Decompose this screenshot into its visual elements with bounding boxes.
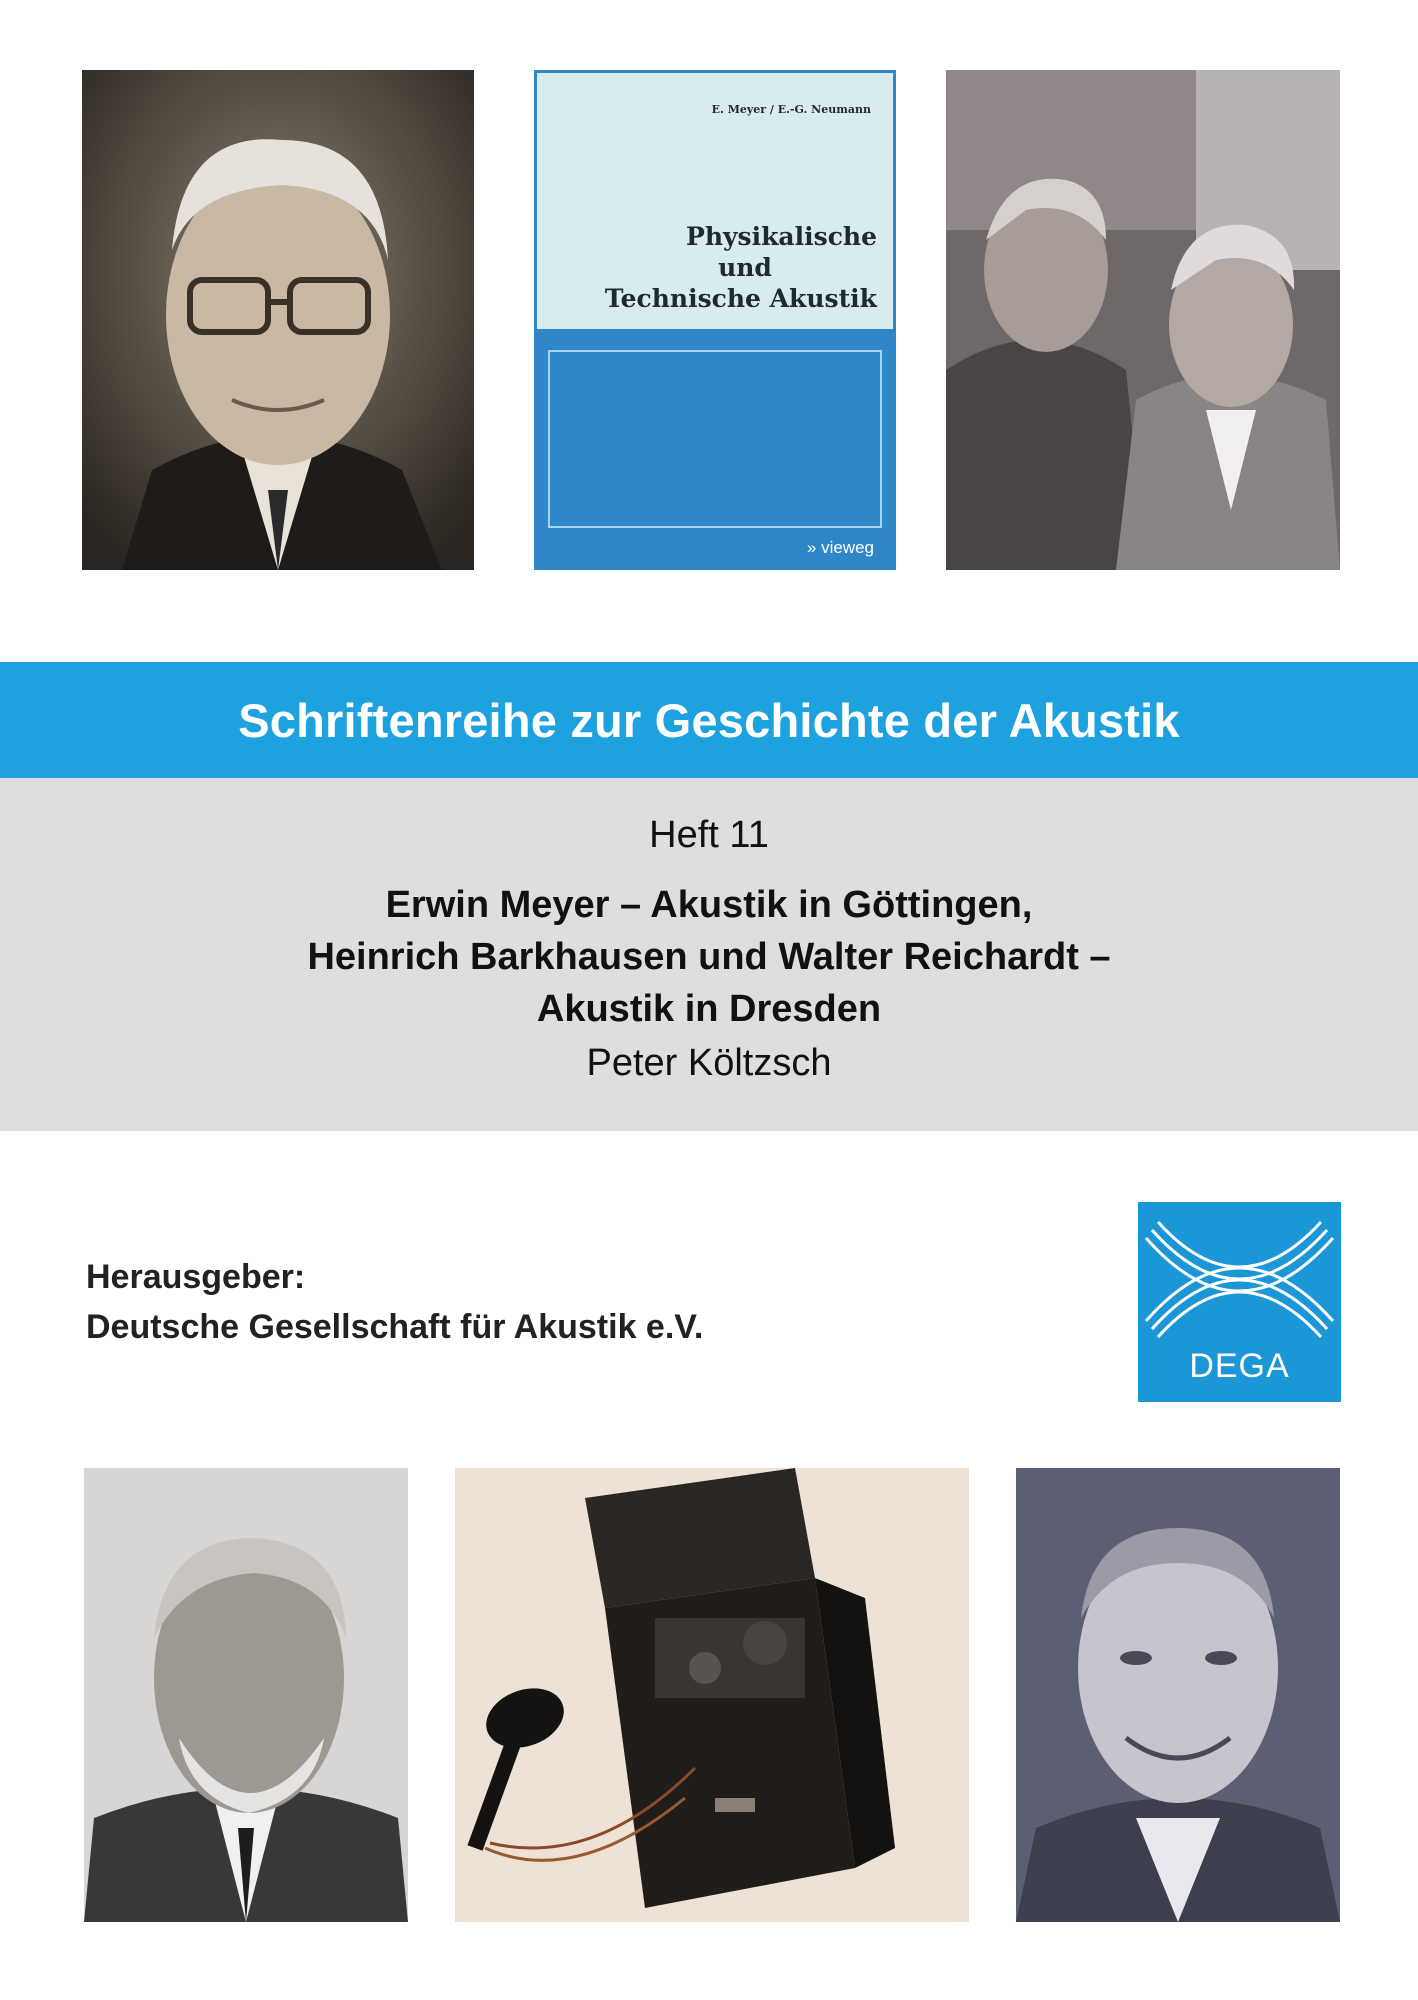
series-title: Schriftenreihe zur Geschichte der Akustik: [238, 693, 1180, 747]
portrait-photo-heinrich-barkhausen: [84, 1468, 408, 1922]
dega-waves-icon: [1138, 1202, 1341, 1352]
dega-logo: [1138, 1202, 1341, 1402]
book-title: Physikalische und Technische Akustik: [604, 222, 877, 313]
book-publisher: » vieweg: [806, 538, 874, 557]
portrait-photo-erwin-meyer: [82, 70, 474, 570]
info-banner: [0, 778, 1418, 1131]
title-line: Heinrich Barkhausen und Walter Reichardt –: [307, 936, 1111, 978]
photo-two-men-seated: [946, 70, 1340, 570]
book-authors: E. Meyer / E.-G. Neumann: [711, 103, 871, 116]
portrait-photo-walter-reichardt: [1016, 1468, 1340, 1922]
dega-logo-text: DEGA: [1189, 1347, 1290, 1385]
photo-hearing-device-box: [455, 1468, 969, 1922]
title-line: Erwin Meyer – Akustik in Göttingen,: [385, 884, 1033, 926]
publisher-name: Deutsche Gesellschaft für Akustik e.V.: [86, 1308, 704, 1346]
publisher-label: Herausgeber:: [86, 1258, 306, 1296]
issue-number: Heft 11: [649, 814, 769, 856]
author-name: Peter Költzsch: [586, 1042, 832, 1084]
book-lower-frame: [548, 350, 882, 528]
series-banner: [0, 662, 1418, 778]
title-line: Akustik in Dresden: [536, 988, 882, 1030]
book-cover-image: [534, 70, 896, 570]
